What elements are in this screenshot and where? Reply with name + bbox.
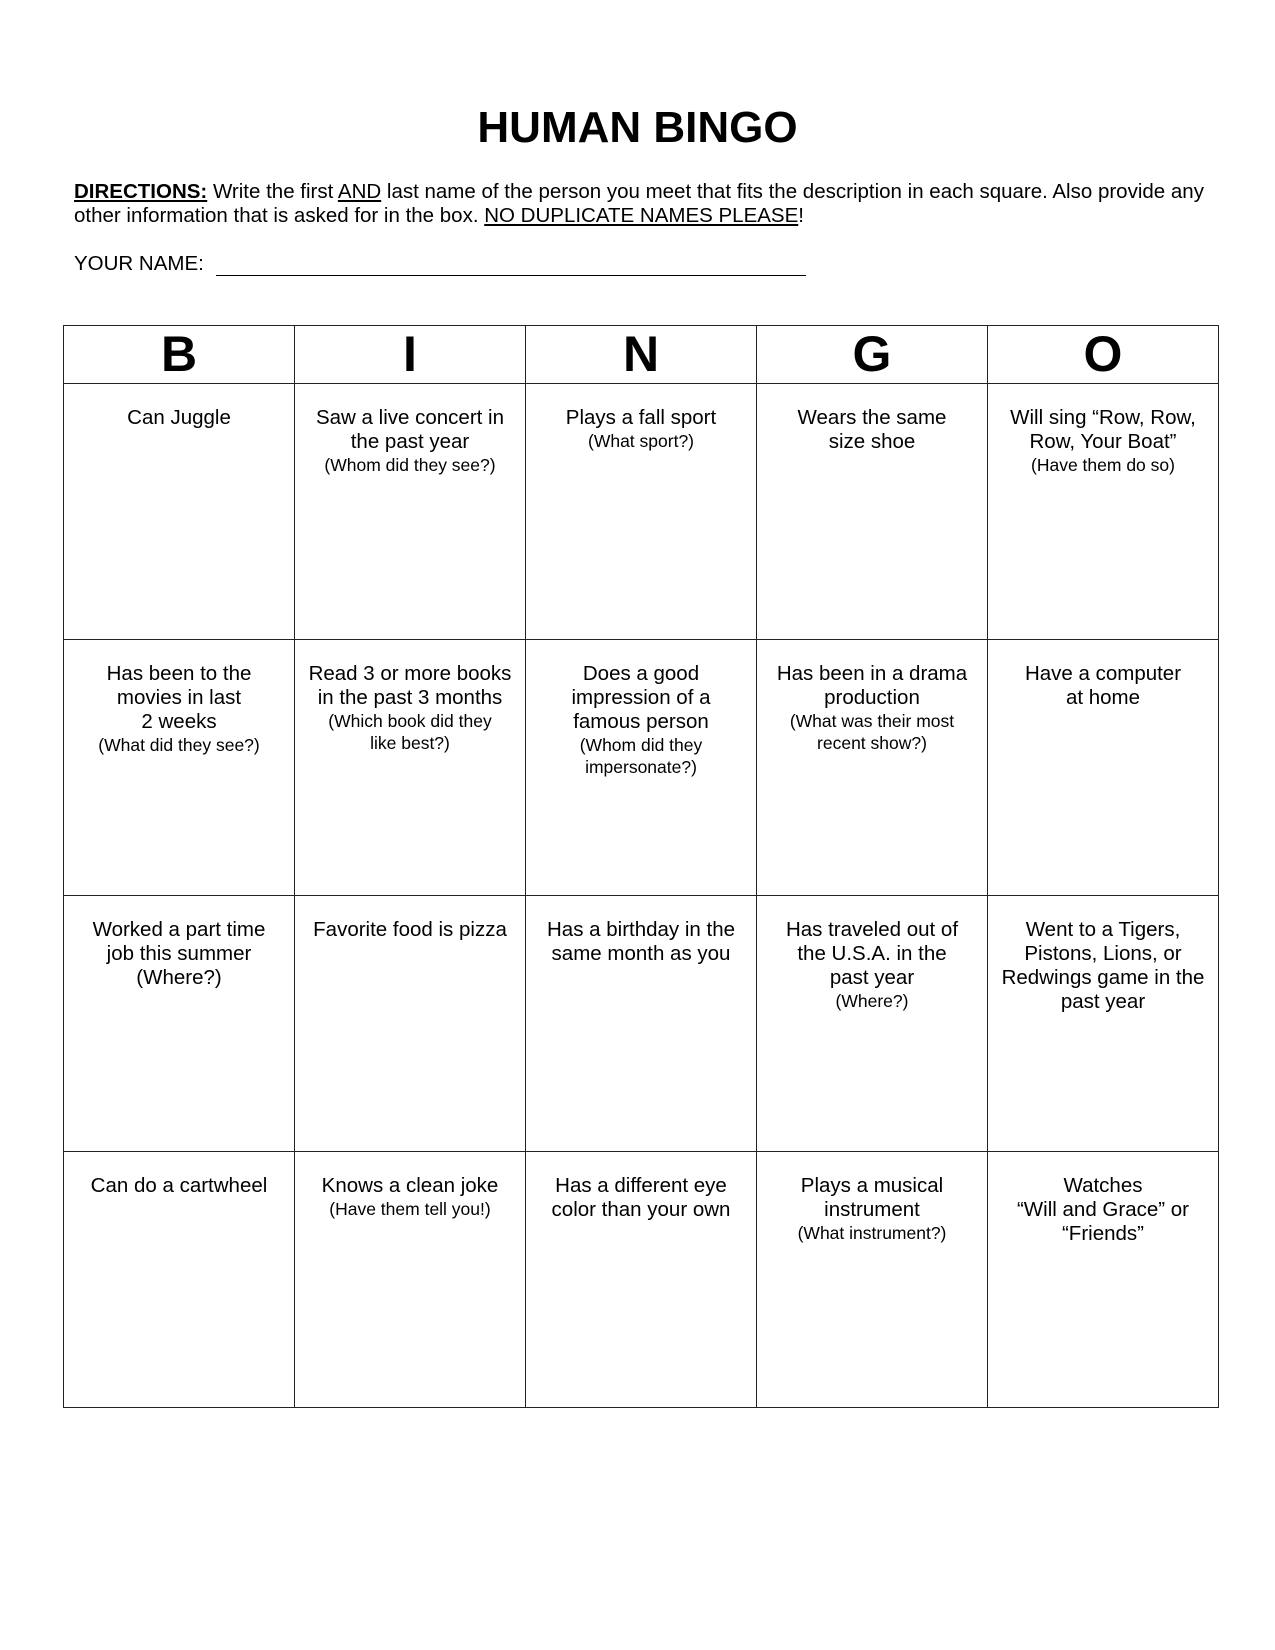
square-prompt: Does a good impression of a famous person (571, 662, 711, 733)
bingo-square[interactable] (64, 1152, 295, 1408)
square-note: (Have them tell you!) (329, 1199, 491, 1219)
your-name-label: YOUR NAME: (74, 252, 204, 275)
header-letter-o: O (988, 326, 1219, 384)
bingo-square[interactable] (757, 896, 988, 1152)
square-note: (What sport?) (588, 431, 694, 451)
square-prompt: Will sing “Row, Row, Row, Your Boat” (1010, 406, 1196, 453)
header-letter-b: B (64, 326, 295, 384)
bingo-square[interactable] (295, 896, 526, 1152)
square-prompt: Read 3 or more books in the past 3 months (308, 662, 512, 709)
square-prompt: Can do a cartwheel (90, 1174, 268, 1197)
square-prompt: Can Juggle (127, 406, 231, 429)
bingo-square[interactable] (526, 1152, 757, 1408)
bingo-square[interactable] (988, 896, 1219, 1152)
square-prompt: Went to a Tigers, Pistons, Lions, or Redwings game in the past year (1001, 918, 1205, 1013)
square-note: (What instrument?) (797, 1223, 947, 1243)
bingo-square[interactable] (64, 640, 295, 896)
directions-text-2: last name of the person you meet that fits the description in each square. Also provide any other information that is asked for in the box. (74, 180, 1204, 227)
bingo-square[interactable] (988, 384, 1219, 640)
square-prompt: Has a birthday in the same month as you (546, 918, 736, 965)
bingo-row-3 (64, 896, 1219, 1152)
bingo-square[interactable] (295, 384, 526, 640)
bingo-square[interactable] (526, 896, 757, 1152)
bingo-square[interactable] (757, 384, 988, 640)
square-note: (Whom did they see?) (324, 455, 496, 475)
square-prompt: Watches “Will and Grace” or “Friends” (1016, 1174, 1189, 1245)
square-note: (What did they see?) (98, 735, 260, 755)
bingo-square[interactable] (64, 384, 295, 640)
directions-text-1: Write the first (207, 180, 338, 203)
header-letter-i: I (295, 326, 526, 384)
bingo-square[interactable] (757, 1152, 988, 1408)
square-prompt: Have a computer at home (1024, 662, 1182, 709)
header-letter-n: N (526, 326, 757, 384)
square-prompt: Knows a clean joke (321, 1174, 499, 1197)
square-note: (Which book did they like best?) (328, 711, 492, 753)
bingo-row-2 (64, 640, 1219, 896)
square-prompt: Has been to the movies in last 2 weeks (106, 662, 252, 733)
bingo-square[interactable] (988, 640, 1219, 896)
page-title: HUMAN BINGO (477, 103, 798, 152)
your-name-blank-line[interactable] (216, 253, 806, 276)
square-prompt: Saw a live concert in the past year (315, 406, 504, 453)
bingo-header-row (64, 326, 1219, 384)
square-note: (What was their most recent show?) (789, 711, 955, 753)
bingo-square[interactable] (526, 384, 757, 640)
directions-text-3: ! (798, 204, 804, 227)
directions-no-duplicates: NO DUPLICATE NAMES PLEASE (484, 204, 799, 227)
directions-and-word: AND (337, 180, 382, 203)
square-prompt: Worked a part time job this summer (Where?) (92, 918, 266, 989)
square-prompt: Favorite food is pizza (313, 918, 507, 941)
square-prompt: Wears the same size shoe (797, 406, 947, 453)
square-note: (Where?) (835, 991, 909, 1011)
square-prompt: Plays a musical instrument (800, 1174, 944, 1221)
bingo-square[interactable] (526, 640, 757, 896)
your-name-row (74, 252, 806, 276)
bingo-square[interactable] (295, 640, 526, 896)
square-prompt: Plays a fall sport (565, 406, 717, 429)
square-prompt: Has a different eye color than your own (551, 1174, 731, 1221)
header-letter-g: G (757, 326, 988, 384)
square-note: (Have them do so) (1031, 455, 1175, 475)
square-prompt: Has traveled out of the U.S.A. in the past year (785, 918, 959, 989)
bingo-row-1 (64, 384, 1219, 640)
bingo-square[interactable] (64, 896, 295, 1152)
bingo-square[interactable] (295, 1152, 526, 1408)
bingo-square[interactable] (757, 640, 988, 896)
square-prompt: Has been in a drama production (776, 662, 968, 709)
square-note: (Whom did they impersonate?) (579, 735, 703, 777)
bingo-square[interactable] (988, 1152, 1219, 1408)
directions-paragraph (74, 180, 1214, 228)
bingo-row-4 (64, 1152, 1219, 1408)
directions-label: DIRECTIONS: (74, 180, 208, 203)
bingo-board (63, 325, 1219, 1408)
